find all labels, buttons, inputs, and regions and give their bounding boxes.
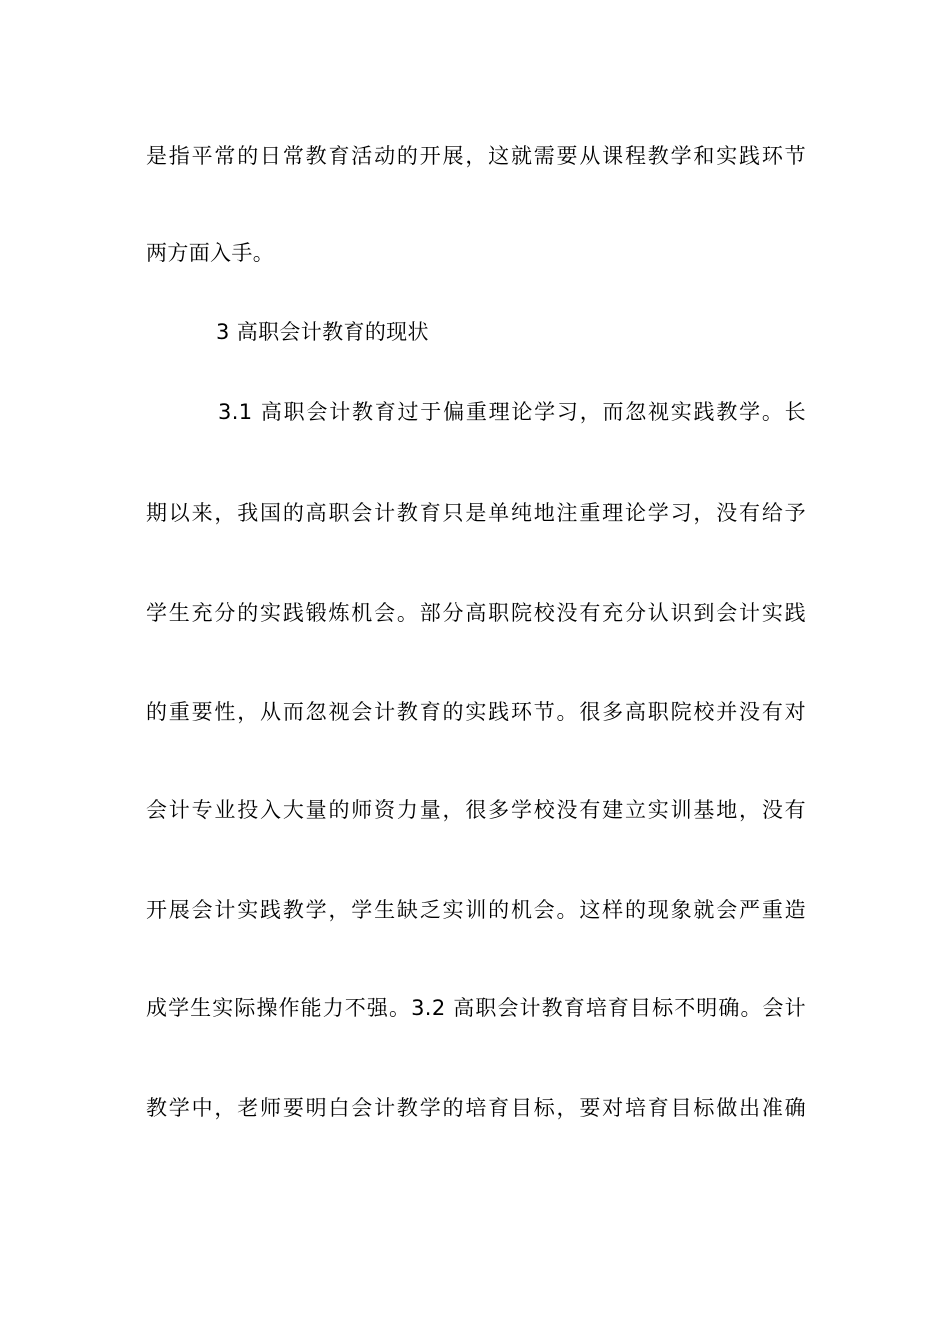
paragraph-line: 期以来，我国的高职会计教育只是单纯地注重理论学习，没有给予 [146, 501, 806, 525]
paragraph-line: 两方面入手。 [146, 241, 275, 265]
paragraph-line: 是指平常的日常教育活动的开展，这就需要从课程教学和实践环节 [146, 144, 806, 168]
subsection-first-line: 3.1 高职会计教育过于偏重理论学习，而忽视实践教学。长 [218, 400, 806, 424]
paragraph-line: 的重要性，从而忽视会计教育的实践环节。很多高职院校并没有对 [146, 700, 806, 724]
paragraph-line: 成学生实际操作能力不强。3.2 高职会计教育培育目标不明确。会计 [146, 996, 806, 1020]
paragraph-line: 开展会计实践教学，学生缺乏实训的机会。这样的现象就会严重造 [146, 898, 806, 922]
paragraph-line: 会计专业投入大量的师资力量，很多学校没有建立实训基地，没有 [146, 798, 806, 822]
section-heading: 3 高职会计教育的现状 [216, 320, 429, 344]
paragraph-line: 教学中，老师要明白会计教学的培育目标，要对培育目标做出准确 [146, 1096, 806, 1120]
paragraph-line: 学生充分的实践锻炼机会。部分高职院校没有充分认识到会计实践 [146, 601, 806, 625]
